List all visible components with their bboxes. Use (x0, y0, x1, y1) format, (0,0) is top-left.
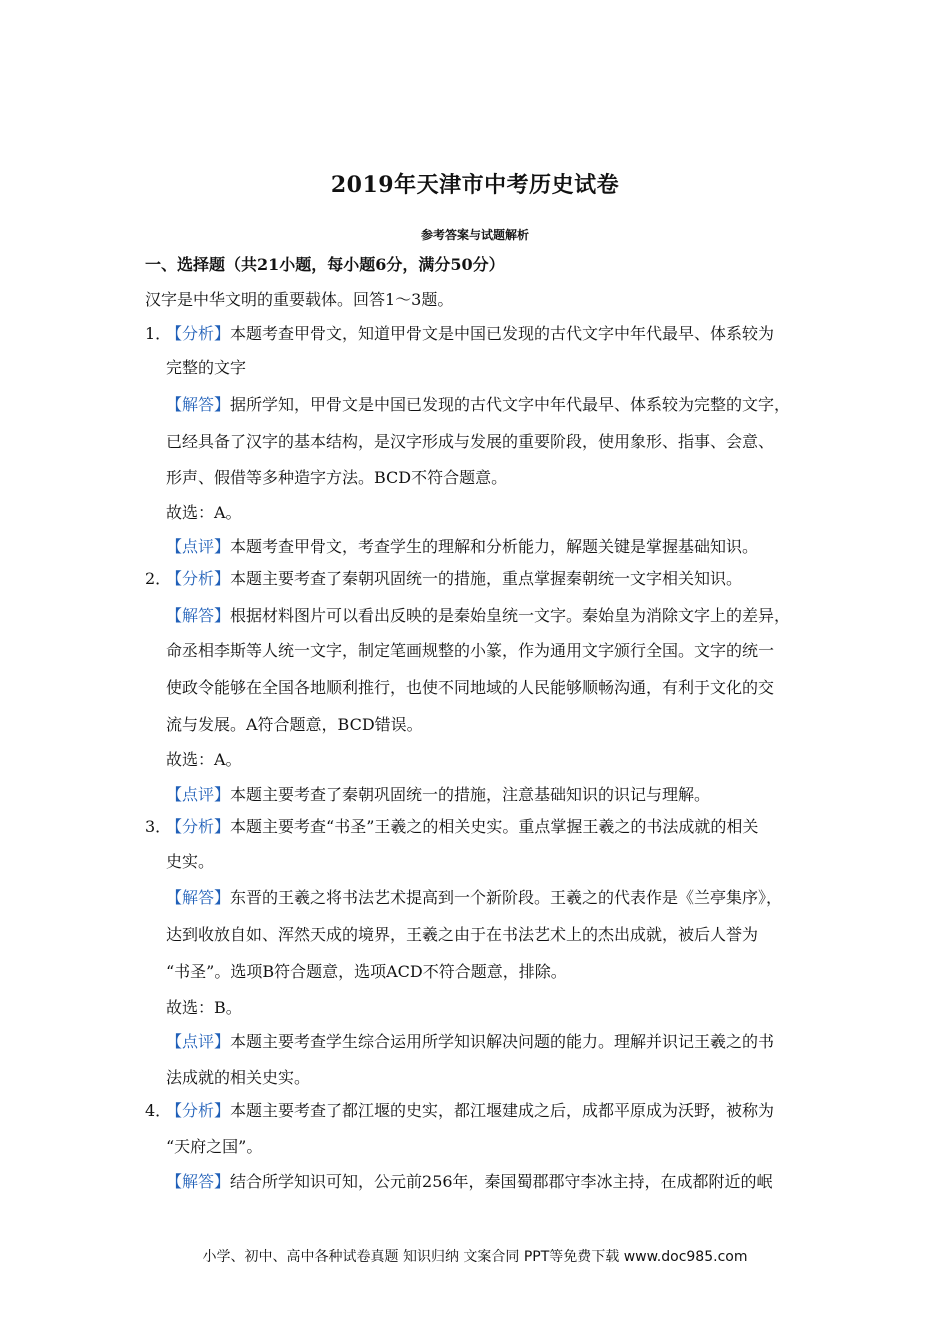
section-heading: 一、选择题（共21小题，每小题6分，满分50分） (145, 255, 505, 274)
q3-comment-line: 【点评】本题主要考查学生综合运用所学知识解决问题的能力。理解并识记王羲之的书 (166, 1032, 775, 1051)
q1-comment-line: 【点评】本题考查甲骨文，考查学生的理解和分析能力，解题关键是掌握基础知识。 (166, 537, 759, 556)
intro-text: 汉字是中华文明的重要载体。回答1～3题。 (145, 290, 454, 309)
question-number: 4． (145, 1101, 172, 1120)
q3-answer-line: “书圣”。选项B符合题意，选项ACD不符合题意，排除。 (166, 962, 567, 981)
q1-answer-line: 形声、假借等多种造字方法。BCD不符合题意。 (166, 468, 508, 487)
q3-analysis-line: 【分析】本题主要考查“书圣”王羲之的相关史实。重点掌握王羲之的书法成就的相关 (166, 817, 759, 836)
q1-analysis-line: 【分析】本题考查甲骨文，知道甲骨文是中国已发现的古代文字中年代最早、体系较为 (166, 324, 775, 343)
answer-tag: 【解答】 (166, 606, 231, 625)
page-title: 2019年天津市中考历史试卷 (330, 172, 620, 198)
q2-answer-line: 使政令能够在全国各地顺利推行，也使不同地域的人民能够顺畅沟通，有利于文化的交 (166, 678, 775, 697)
answer-tag: 【解答】 (166, 395, 231, 414)
q3-choice: 故选：B。 (166, 998, 242, 1017)
comment-tag: 【点评】 (166, 1032, 231, 1051)
q2-answer-line: 流与发展。A符合题意，BCD错误。 (166, 715, 423, 734)
comment-tag: 【点评】 (166, 785, 231, 804)
q1-choice: 故选：A。 (166, 503, 242, 522)
q2-analysis-line: 【分析】本题主要考查了秦朝巩固统一的措施，重点掌握秦朝统一文字相关知识。 (166, 569, 743, 588)
analysis-tag: 【分析】 (166, 324, 231, 343)
q2-comment-line: 【点评】本题主要考查了秦朝巩固统一的措施，注意基础知识的识记与理解。 (166, 785, 711, 804)
answer-tag: 【解答】 (166, 1172, 231, 1191)
q3-answer-line: 达到收放自如、浑然天成的境界，王羲之由于在书法艺术上的杰出成就，被后人誉为 (166, 925, 759, 944)
q3-analysis-line: 史实。 (166, 852, 215, 871)
q3-comment-line: 法成就的相关史实。 (166, 1068, 311, 1087)
analysis-tag: 【分析】 (166, 1101, 231, 1120)
q1-analysis-line: 完整的文字 (166, 358, 247, 377)
q2-answer-line: 【解答】根据材料图片可以看出反映的是秦始皇统一文字。秦始皇为消除文字上的差异， (166, 606, 791, 625)
question-number: 1． (145, 324, 172, 343)
page-footer: 小学、初中、高中各种试卷真题 知识归纳 文案合同 PPT等免费下载 www.doc985.com (202, 1249, 748, 1265)
q4-analysis-line: “天府之国”。 (166, 1137, 263, 1156)
analysis-tag: 【分析】 (166, 817, 231, 836)
answer-tag: 【解答】 (166, 888, 231, 907)
q2-answer-line: 命丞相李斯等人统一文字，制定笔画规整的小篆，作为通用文字颁行全国。文字的统一 (166, 641, 775, 660)
analysis-tag: 【分析】 (166, 569, 231, 588)
q1-answer-line: 【解答】据所学知，甲骨文是中国已发现的古代文字中年代最早、体系较为完整的文字， (166, 395, 791, 414)
question-number: 2． (145, 569, 172, 588)
q1-answer-line: 已经具备了汉字的基本结构，是汉字形成与发展的重要阶段，使用象形、指事、会意、 (166, 432, 775, 451)
q2-choice: 故选：A。 (166, 750, 242, 769)
comment-tag: 【点评】 (166, 537, 231, 556)
page-subtitle: 参考答案与试题解析 (420, 228, 529, 242)
q3-answer-line: 【解答】东晋的王羲之将书法艺术提高到一个新阶段。王羲之的代表作是《兰亭集序》， (166, 888, 783, 907)
question-number: 3． (145, 817, 172, 836)
q4-answer-line: 【解答】结合所学知识可知，公元前256年，秦国蜀郡郡守李冰主持，在成都附近的岷 (166, 1172, 773, 1191)
q4-analysis-line: 【分析】本题主要考查了都江堰的史实，都江堰建成之后，成都平原成为沃野，被称为 (166, 1101, 775, 1120)
